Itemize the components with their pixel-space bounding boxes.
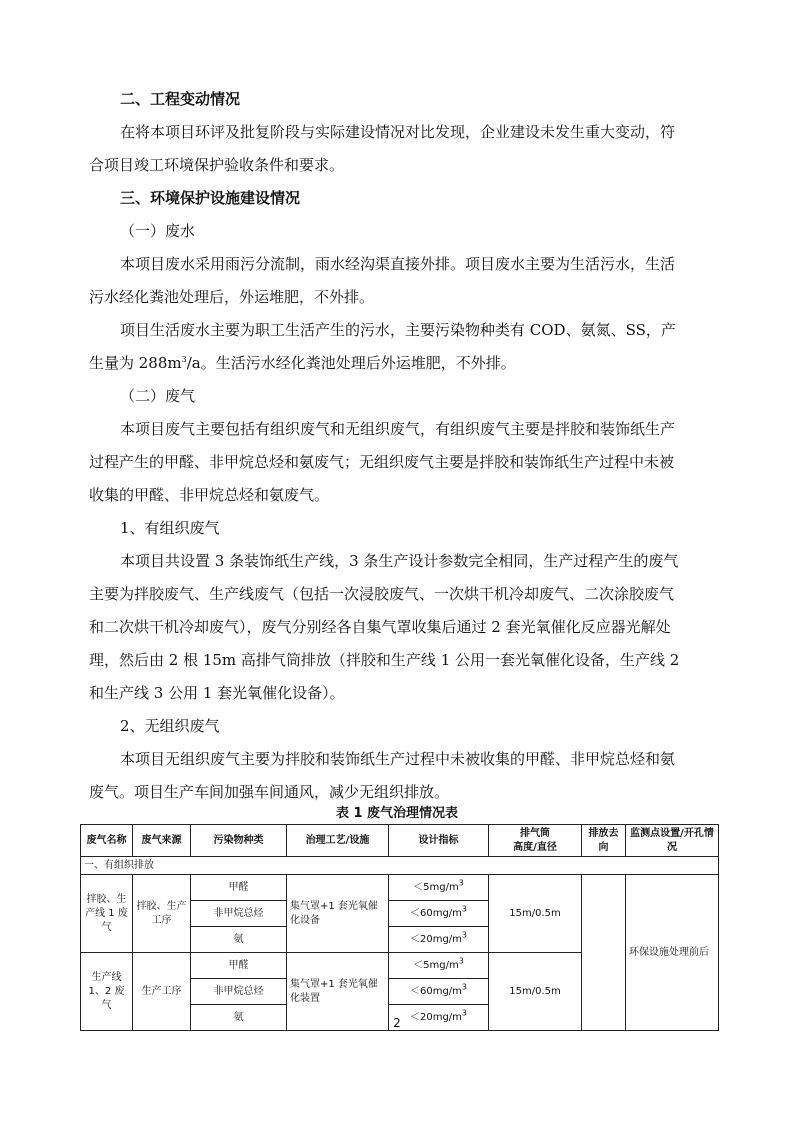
cell-source: 生产工序 bbox=[133, 953, 191, 1031]
paragraph-line: 本项目废水采用雨污分流制，雨水经沟渠直接外排。项目废水主要为生活污水，生活 bbox=[120, 255, 676, 273]
paragraph-line: 收集的甲醛、非甲烷总烃和氨废气。 bbox=[89, 486, 330, 504]
header-pollutant: 污染物种类 bbox=[191, 825, 287, 857]
header-name: 废气名称 bbox=[81, 825, 133, 857]
superscript: 3 bbox=[458, 956, 464, 966]
index-value: ＜5mg/m bbox=[413, 881, 459, 893]
superscript: 3 bbox=[181, 355, 187, 364]
cell-index bbox=[389, 927, 489, 953]
header-stack-line1: 排气筒 bbox=[520, 827, 550, 839]
text-span: 生量为 288m bbox=[89, 354, 182, 372]
superscript: 3 bbox=[461, 904, 468, 914]
paragraph-line: 合项目竣工环境保护验收条件和要求。 bbox=[89, 156, 345, 174]
paragraph-line: 本项目废气主要包括有组织废气和无组织废气，有组织废气主要是拌胶和装饰纸生产 bbox=[120, 420, 676, 438]
cell-pollutant: 甲醛 bbox=[191, 953, 287, 979]
index-value: ＜60mg/m bbox=[409, 907, 462, 919]
cell-index bbox=[389, 953, 489, 979]
paragraph-line: 和二次烘干机冷却废气），废气分别经各自集气罩收集后通过 2 套光氧催化反应器光解处 bbox=[89, 618, 671, 636]
table-caption: 表 1 废气治理情况表 bbox=[335, 806, 459, 821]
subsection-heading-organized-gas: 1、有组织废气 bbox=[120, 519, 220, 537]
paragraph-line: 理，然后由 2 根 15m 高排气筒排放（拌胶和生产线 1 公用一套光氧催化设备，生产线 2 bbox=[89, 651, 680, 669]
table-header-row bbox=[81, 825, 719, 857]
paragraph-line bbox=[89, 347, 516, 380]
cell-index bbox=[389, 875, 489, 901]
header-monitor: 监测点设置/开孔情况 bbox=[626, 825, 719, 857]
paragraph-line: 项目生活废水主要为职工生活产生的污水，主要污染物种类有 COD、氨氮、SS，产 bbox=[120, 321, 676, 339]
superscript: 3 bbox=[461, 982, 468, 992]
cell-pollutant: 氨 bbox=[191, 927, 287, 953]
page-number: 2 bbox=[393, 1016, 401, 1030]
index-value: ＜20mg/m bbox=[409, 933, 462, 945]
paragraph-line: 主要为拌胶废气、生产线废气（包括一次浸胶废气、一次烘干机冷却废气、二次涂胶废气 bbox=[89, 585, 675, 603]
paragraph-line: 废气。项目生产车间加强车间通风，减少无组织排放。 bbox=[89, 783, 450, 801]
subsection-heading-fugitive-gas: 2、无组织废气 bbox=[120, 717, 220, 735]
superscript: 3 bbox=[461, 930, 468, 940]
index-value: ＜20mg/m bbox=[409, 1011, 462, 1023]
table-row bbox=[81, 875, 719, 901]
cell-name: 生产线 1、2 废气 bbox=[81, 953, 133, 1031]
section-heading-env-facilities: 三、环境保护设施建设情况 bbox=[120, 189, 301, 207]
header-stack bbox=[489, 825, 582, 857]
cell-index bbox=[389, 979, 489, 1005]
cell-name: 拌胶、生产线 1 废气 bbox=[81, 875, 133, 953]
paragraph-line: 污水经化粪池处理后，外运堆肥，不外排。 bbox=[89, 288, 375, 306]
waste-gas-table bbox=[80, 824, 719, 1031]
superscript: 3 bbox=[461, 1008, 468, 1018]
paragraph-line: 本项目无组织废气主要为拌胶和装饰纸生产过程中未被收集的甲醛、非甲烷总烃和氨 bbox=[120, 750, 676, 768]
cell-stack: 15m/0.5m bbox=[489, 875, 582, 953]
header-direction: 排放去向 bbox=[582, 825, 626, 857]
section-heading-engineering-changes: 二、工程变动情况 bbox=[120, 90, 241, 108]
cell-pollutant: 非甲烷总烃 bbox=[191, 901, 287, 927]
cell-direction bbox=[582, 875, 626, 1031]
subsection-heading-waste-gas: （二）废气 bbox=[120, 387, 196, 405]
cell-pollutant: 非甲烷总烃 bbox=[191, 979, 287, 1005]
header-process: 治理工艺/设施 bbox=[287, 825, 389, 857]
index-value: ＜5mg/m bbox=[413, 959, 459, 971]
index-value: ＜60mg/m bbox=[409, 985, 462, 997]
cell-stack: 15m/0.5m bbox=[489, 953, 582, 1031]
paragraph-line: 本项目共设置 3 条装饰纸生产线，3 条生产设计参数完全相同，生产过程产生的废气 bbox=[120, 552, 679, 570]
header-index: 设计指标 bbox=[389, 825, 489, 857]
cell-process: 集气罩+1 套光氧催化设备 bbox=[287, 875, 389, 953]
header-stack-line2: 高度/直径 bbox=[513, 841, 557, 853]
cell-pollutant: 氨 bbox=[191, 1005, 287, 1031]
cell-pollutant: 甲醛 bbox=[191, 875, 287, 901]
paragraph-line: 和生产线 3 公用 1 套光氧催化设备）。 bbox=[89, 684, 345, 702]
cell-process: 集气罩+1 套光氧催化装置 bbox=[287, 953, 389, 1031]
paragraph-line: 过程产生的甲醛、非甲烷总烃和氨废气；无组织废气主要是拌胶和装饰纸生产过程中未被 bbox=[89, 453, 675, 471]
cell-index bbox=[389, 901, 489, 927]
text-span: /a。生活污水经化粪池处理后外运堆肥，不外排。 bbox=[186, 354, 516, 372]
header-source: 废气来源 bbox=[133, 825, 191, 857]
cell-monitor: 环保设施处理前后 bbox=[626, 875, 719, 1031]
superscript: 3 bbox=[458, 878, 464, 888]
section-label: 一、有组织排放 bbox=[81, 857, 719, 875]
table-section-row bbox=[81, 857, 719, 875]
cell-source: 拌胶、生产工序 bbox=[133, 875, 191, 953]
paragraph-line: 在将本项目环评及批复阶段与实际建设情况对比发现，企业建设未发生重大变动，符 bbox=[120, 123, 676, 141]
subsection-heading-wastewater: （一）废水 bbox=[120, 222, 196, 240]
